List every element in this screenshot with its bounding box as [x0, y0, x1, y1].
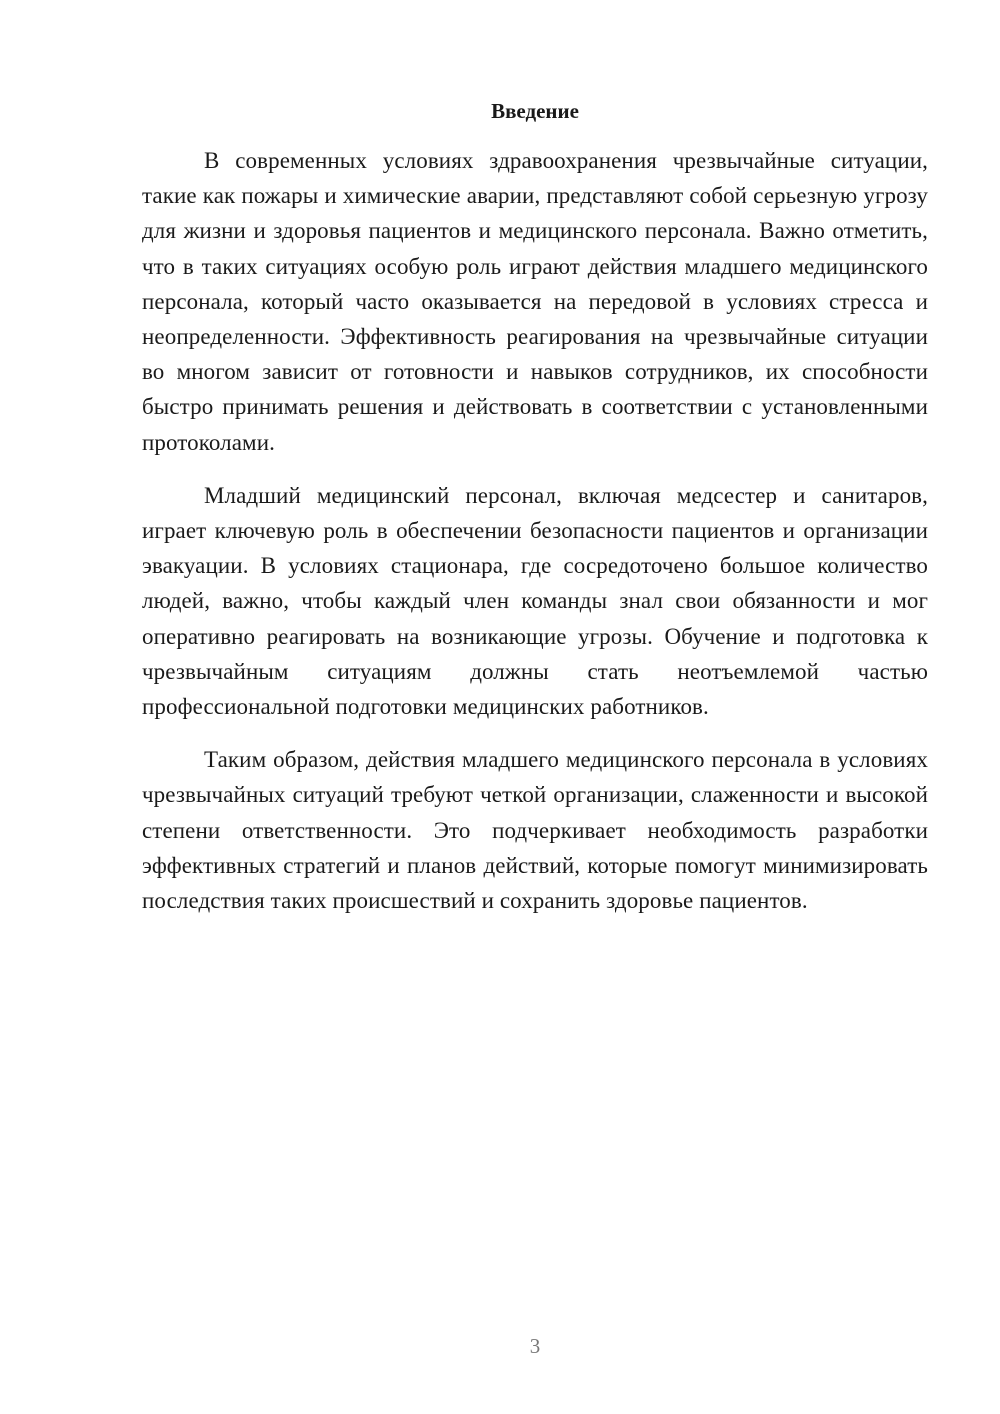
paragraph-2: Младший медицинский персонал, включая медсестер и санитаров, играет ключевую роль в обеспечении безопасности пациентов и организации эвакуации. В условиях стационара, где сосредоточено большое количество людей, важно, чтобы каждый член команды знал свои обязанности и мог оперативно реагировать на возникающие угрозы. Обучение и подготовка к чрезвычайным ситуациям должны стать неотъемлемой частью профессиональной подготовки медицинских работников.: [142, 482, 928, 720]
body-text: [142, 143, 928, 936]
page-number: 3: [529, 1334, 541, 1358]
section-title: Введение: [491, 99, 579, 123]
paragraph-3: Таким образом, действия младшего медицинского персонала в условиях чрезвычайных ситуаций требуют четкой организации, слаженности и высокой степени ответственности. Это подчеркивает необходимость разработки эффективных стратегий и планов действий, которые помогут минимизировать последствия таких происшествий и сохранить здоровье пациентов.: [142, 747, 928, 914]
paragraph-1: В современных условиях здравоохранения чрезвычайные ситуации, такие как пожары и химические аварии, представляют собой серьезную угрозу для жизни и здоровья пациентов и медицинского персонала. Важно отметить, что в таких ситуациях особую роль играют действия младшего медицинского персонала, который часто оказывается на передовой в условиях стресса и неопределенности. Эффективность реагирования на чрезвычайные ситуации во многом зависит от готовности и навыков сотрудников, их способности быстро принимать решения и действовать в соответствии с установленными протоколами.: [142, 148, 928, 455]
